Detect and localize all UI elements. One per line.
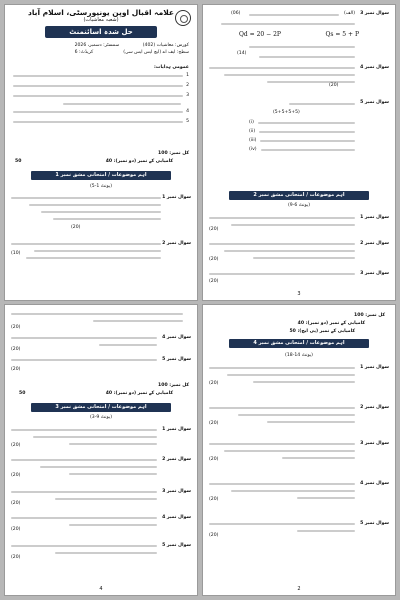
sub-part-label: (i) [249,120,254,125]
question-4-block [11,335,191,351]
question-label: سوال نمبر 1 [360,365,389,370]
question-block [209,405,389,428]
semester-label: سمسٹر: دسمبر، 2026 [74,43,120,48]
question-block [209,481,389,504]
instruction-number: 5 [186,119,189,124]
units-label: (یونٹ 9-3) [89,415,113,420]
question-label: سوال نمبر 2 [162,457,191,462]
pass-marks-alt: 50 [15,159,22,164]
instruction-item [13,119,189,125]
instruction-number: 1 [186,73,189,78]
pass-marks-label: کامیابی کے نمبر (دو نمبر): [305,321,365,326]
question-block [11,195,191,230]
question-label: سوال نمبر 4 [360,65,389,70]
total-marks-label: کل نمبر: [365,313,385,318]
question-marks: (20) [11,325,21,330]
sub-part-label: (iii) [249,138,257,143]
exercise-2-bar: اہم موضوعات / امتحانی مشق نمبر 2 [229,191,369,200]
question-block [11,427,191,450]
exercise-4-bar: اہم موضوعات / امتحانی مشق نمبر 4 [229,339,369,348]
question-marks: (20) [209,457,219,462]
question-label: سوال نمبر 4 [360,481,389,486]
question-block-continued [11,313,191,330]
question-marks: (20) [71,225,81,230]
question-marks: (20) [11,473,21,478]
instructions-title: عمومی ہدایات: [153,65,189,70]
units-label: (یونٹ 1-5) [89,184,113,189]
question-block [11,515,191,531]
question-marks: (20) [209,381,219,386]
question-marks: (20) [209,497,219,502]
department-name: (شعبہ معاشیات) [83,17,119,23]
question-marks: (20) [11,527,21,532]
question-marks: (5+5+5+5) [273,110,300,115]
question-marks: (20) [209,279,219,284]
pass-marks-alt: کامیابی کے نمبر (پی ایچ): 50 [289,329,355,334]
question-label: سوال نمبر 1 [162,427,191,432]
sub-part-label: (iv) [249,147,257,152]
question-block [209,365,389,388]
pass-marks-value: 40 [297,321,305,326]
total-marks: کل نمبر: 100 [158,151,189,156]
part-marks: (06) [231,11,241,16]
question-marks: (20) [11,443,21,448]
pass-marks: کامیابی کے نمبر (دو نمبر): 40 [105,391,173,396]
question-marks: (20) [11,501,21,506]
exercise-3-bar: اہم موضوعات / امتحانی مشق نمبر 3 [31,403,171,412]
instruction-number: 3 [186,93,189,98]
equations [239,31,359,38]
course-info-table [73,42,191,56]
instruction-number: 2 [186,83,189,88]
instruction-number: 4 [186,109,189,114]
question-block [209,521,389,537]
question-5-block [11,357,191,372]
question-marks: (20) [11,367,21,372]
solved-assignment-banner: حل شدہ اسائنمنٹ [45,26,157,38]
question-block [11,489,191,505]
page-number: 2 [297,586,301,592]
question-label: سوال نمبر 5 [162,543,191,548]
sub-part-label: (ii) [249,129,256,134]
question-block [209,215,389,231]
question-label: سوال نمبر 2 [360,241,389,246]
question-label: سوال نمبر 5 [360,521,389,526]
pass-marks: کامیابی کے نمبر (دو نمبر): 40 [105,159,173,164]
demand-equation: Qd = 20 − 2P [239,31,281,38]
page-number: 3 [297,291,301,297]
question-label: سوال نمبر 5 [360,100,389,105]
instruction-item [13,83,189,89]
question-label: سوال نمبر 4 [162,335,191,340]
question-block [209,441,389,464]
sub-parts [249,120,355,156]
question-label: سوال نمبر 1 [360,215,389,220]
instruction-item [13,73,189,79]
question-label: سوال نمبر 2 [162,241,191,246]
question-marks: (20) [209,533,219,538]
question-block [209,271,389,284]
question-marks: (20) [209,257,219,262]
question-label: سوال نمبر 3 [360,271,389,276]
total-marks [354,313,385,319]
question-marks: (20) [11,347,21,352]
page-number: 4 [99,586,103,592]
instructions-list [13,73,189,129]
level-label: سطح: ایف اے (ایچ ایس ایس سی) [123,50,189,55]
question-marks: (20) [11,555,21,560]
page-2 [202,304,396,596]
page-1 [4,4,198,301]
university-name: علامہ اقبال اوپن یونیورسٹی، اسلام آباد [27,8,175,17]
question-label: سوال نمبر 4 [162,515,191,520]
supply-equation: Qs = 5 + P [325,31,359,38]
pass-marks [298,321,365,327]
question-marks: (10) [11,251,21,256]
question-label: سوال نمبر 3 [360,441,389,446]
units-label: (یونٹ 14-18) [285,353,313,358]
total-marks: کل نمبر: 100 [158,383,189,388]
exercise-1-bar: اہم موضوعات / امتحانی مشق نمبر 1 [31,171,171,180]
question-label: سوال نمبر 2 [360,405,389,410]
part-label: (الف) [343,11,355,16]
question-block [11,543,191,559]
question-4-block [209,65,389,88]
question-label: سوال نمبر 3 [162,489,191,494]
question-label: سوال نمبر 3 [360,11,389,16]
page-4 [4,304,198,596]
units-label: (یونٹ 6-9) [287,203,311,208]
question-marks: (20) [209,227,219,232]
question-marks: (20) [209,421,219,426]
question-block [11,241,191,264]
course-label: کورس: معاشیات (402) [142,43,189,48]
credits-label: کریڈٹ: 6 [74,50,94,55]
question-label: سوال نمبر 1 [162,195,191,200]
question-label: سوال نمبر 5 [162,357,191,362]
page-3 [202,4,396,301]
marks-14: (14) [237,51,247,56]
pass-marks-alt: 50 [19,391,26,396]
instruction-item [13,109,189,115]
question-block [11,457,191,480]
question-marks: (20) [329,83,339,88]
total-marks-value: 100 [354,313,364,318]
university-logo-icon [175,10,191,26]
instruction-item [13,93,189,99]
question-block [209,241,389,264]
